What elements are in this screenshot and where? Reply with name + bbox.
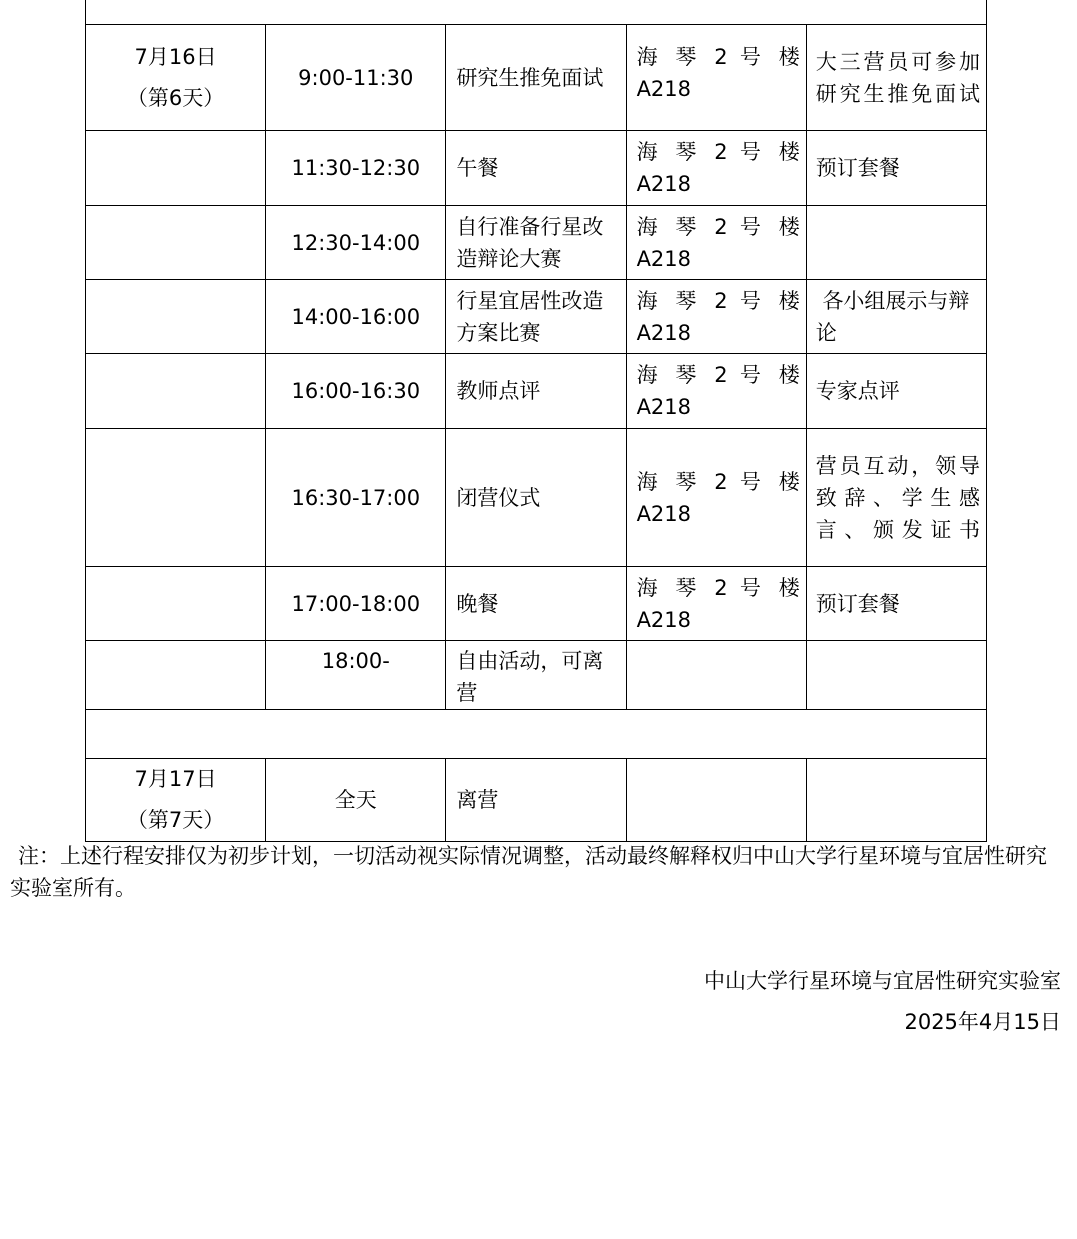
- location-cell: [626, 567, 806, 641]
- time-cell: 全天: [266, 759, 446, 842]
- activity-cell: 自行准备行星改造辩论大赛: [446, 206, 626, 280]
- note-cell: [806, 131, 986, 206]
- note-cell: [806, 280, 986, 354]
- location-building: 海 琴 2 号 楼: [636, 363, 800, 387]
- time-cell: 14:00-16:00: [266, 280, 446, 354]
- date-label: 7月16日: [134, 44, 217, 69]
- time-cell: 17:00-18:00: [266, 567, 446, 641]
- location-building: 海 琴 2 号 楼: [636, 214, 800, 239]
- date-cell: [86, 354, 266, 429]
- day-label: （第7天）: [126, 808, 225, 832]
- date-cell: [86, 25, 266, 131]
- date-cell: [86, 429, 266, 567]
- activity-cell: 晚餐: [446, 567, 626, 641]
- location-building: 海 琴 2 号 楼: [636, 575, 800, 600]
- location-building: 海 琴 2 号 楼: [636, 469, 800, 494]
- time-cell: 16:00-16:30: [266, 354, 446, 429]
- location-cell: [626, 280, 806, 354]
- activity-cell: 午餐: [446, 131, 626, 206]
- table-row: [86, 567, 987, 641]
- table-row: [86, 354, 987, 429]
- location-room: A218: [636, 501, 692, 526]
- location-building: 海 琴 2 号 楼: [636, 45, 800, 69]
- table-row: [86, 25, 987, 131]
- location-building: 海 琴 2 号 楼: [636, 140, 800, 164]
- table-row-spacer: [86, 710, 987, 759]
- date-cell: [86, 206, 266, 280]
- note-text: 各小组展示与辩论: [815, 288, 970, 345]
- note-cell: [806, 354, 986, 429]
- location-room: A218: [636, 607, 692, 632]
- signature-date: 2025年4月15日: [904, 1010, 1061, 1034]
- location-cell: [626, 354, 806, 429]
- date-cell: [86, 567, 266, 641]
- continued-cell: [86, 0, 987, 25]
- note-cell: [806, 567, 986, 641]
- location-cell: [626, 206, 806, 280]
- note-cell: [806, 429, 986, 567]
- note-cell: [806, 206, 986, 280]
- location-room: A218: [636, 320, 692, 345]
- note-text: 预订套餐: [815, 156, 900, 180]
- activity-cell: 教师点评: [446, 354, 626, 429]
- day-label: （第6天）: [126, 85, 225, 110]
- location-cell: [626, 131, 806, 206]
- activity-cell: 行星宜居性改造方案比赛: [446, 280, 626, 354]
- note-text: 营员互动，领导致辞、学生感言、颁发证书: [815, 453, 980, 542]
- note-cell: [806, 759, 986, 842]
- schedule-table: [85, 0, 987, 842]
- time-cell: 12:30-14:00: [266, 206, 446, 280]
- time-cell: 9:00-11:30: [266, 25, 446, 131]
- location-cell: [626, 429, 806, 567]
- activity-cell: 研究生推免面试: [446, 25, 626, 131]
- date-cell: [86, 759, 266, 842]
- activity-cell: 离营: [446, 759, 626, 842]
- date-cell: [86, 131, 266, 206]
- location-room: A218: [636, 246, 692, 271]
- date-cell: [86, 641, 266, 710]
- table-row-continued: [86, 0, 987, 25]
- activity-cell: 闭营仪式: [446, 429, 626, 567]
- table-row: [86, 759, 987, 842]
- time-cell: 16:30-17:00: [266, 429, 446, 567]
- spacer-cell: [86, 710, 987, 759]
- time-cell: 11:30-12:30: [266, 131, 446, 206]
- signature-block: [704, 961, 1061, 1043]
- note-text: 专家点评: [815, 379, 900, 403]
- location-building: 海 琴 2 号 楼: [636, 288, 800, 313]
- table-row: [86, 429, 987, 567]
- footnote: 注：上述行程安排仅为初步计划，一切活动视实际情况调整，活动最终解释权归中山大学行星环境与宜居性研究实验室所有。: [10, 844, 1047, 900]
- location-room: A218: [636, 395, 692, 419]
- note-text: 预订套餐: [815, 591, 900, 616]
- location-room: A218: [636, 77, 692, 101]
- date-label: 7月17日: [134, 767, 217, 791]
- signature-organization: 中山大学行星环境与宜居性研究实验室: [704, 969, 1061, 993]
- location-cell: [626, 641, 806, 710]
- date-cell: [86, 280, 266, 354]
- note-text: 大三营员可参加研究生推免面试: [815, 49, 980, 106]
- table-row: [86, 280, 987, 354]
- location-room: A218: [636, 172, 692, 196]
- activity-cell: 自由活动，可离营: [446, 641, 626, 710]
- note-cell: [806, 641, 986, 710]
- time-cell: 18:00-: [266, 641, 446, 710]
- table-row: [86, 131, 987, 206]
- table-row: [86, 206, 987, 280]
- location-cell: [626, 759, 806, 842]
- table-row: [86, 641, 987, 710]
- location-cell: [626, 25, 806, 131]
- note-cell: [806, 25, 986, 131]
